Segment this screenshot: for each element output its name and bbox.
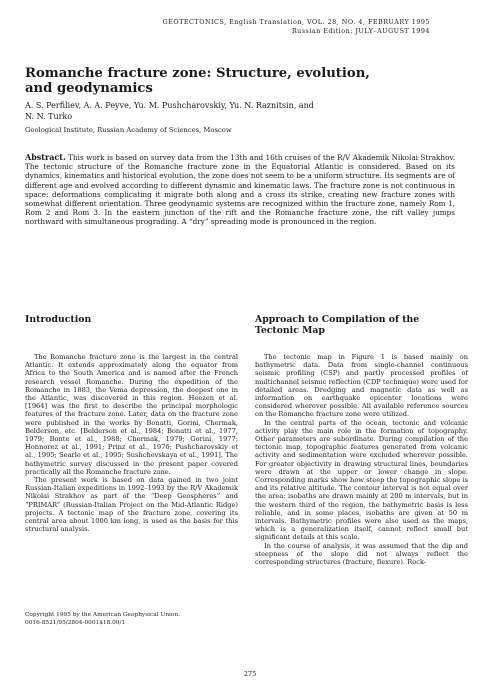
right-column (255, 353, 468, 566)
authors-line-1: A. S. Perfiliev, A. A. Peyve, Yu. M. Pushcharovskiy, Yu. N. Raznitsin, and (25, 101, 314, 110)
paper-title (25, 66, 475, 96)
title-line-2: and geodynamics (25, 81, 153, 96)
russian-edition-line: Russian Edition: JULY–AUGUST 1994 (291, 27, 430, 35)
abstract (25, 153, 455, 227)
title-line-1: Romanche fracture zone: Structure, evolution, (25, 66, 370, 81)
journal-header: GEOTECTONICS, English Translation, VOL. 28, NO. 4, FEBRUARY 1995 (162, 18, 430, 26)
affiliation: Geological Institute, Russian Academy of Sciences, Moscow (25, 126, 232, 134)
issn-line: 0016-8521/95/2804-0001$18.00/1 (25, 620, 126, 627)
section-heading-introduction: Introduction (25, 314, 92, 325)
section-heading-tectonic-map: Approach to Compilation of the Tectonic Map (255, 314, 420, 336)
abstract-text: This work is based on survey data from the 13th and 16th cruises of the R/V Akademik Nikolai Strakhov. The tectonic structure of the Romanche fracture zone in the Equatorial Atlantic is considered. Based on its dynamics, kinematics and historical evolution, the zone does not seem to be a uniform structure. Its segments are of different age and evolved according to different dynamic and kinematic laws. The fracture zone is not continuous in space: deformations complicating it migrate both along and a cross its strike, creating new fracture zones with somewhat different orientation. Three geodynamic systems are recognized within the fracture zone, namely Rom 1, Rom 2 and Rom 3. In the eastern junction of the rift and the Romanche fracture zone, the rift valley jumps northward with simultaneous prograding. A “dry” spreading mode is pronounced in the region. (25, 153, 456, 227)
authors-line-2: N. N. Turko (25, 111, 73, 121)
authors (25, 101, 455, 122)
paragraph: The tectonic map in Figure 1 is based mainly on bathymetric data. Data from single-channel continuous seismic profiling (CSP) and partly processed profiles of multichannel seismic reflection (CDP technique) were used for detailed areas. Dredging and magnetic data as well as information on earthquake epicenter locations were considered wherever possible. All available reference sources on the Romanche fracture zone were utilized. (255, 353, 468, 419)
abstract-label: Abstract. (25, 152, 66, 162)
paragraph: The present work is based on data gained in two joint Russian-Italian expeditions in 1992–1993 by the R/V Akademik Nikolai Strakhov as part of the “Deep Geospheres” and “PRIMAR” (Russian-Italian Project on the Mid-Atlantic Ridge) projects. A tectonic map of the fracture zone, covering its central area about 1000 km long, is used as the basis for this structural analysis. (25, 476, 238, 534)
paragraph: In the course of analysis, it was assumed that the dip and steepness of the slope did not always reflect the corresponding structures (fracture, flexure). Rock- (255, 541, 468, 567)
copyright-line: Copyright 1995 by the American Geophysical Union. (25, 612, 180, 618)
paragraph: The Romanche fracture zone is the largest in the central Atlantic. It extends approximately along the equator from Africa to the South America and is named after the French research vessel Romanche. During the expedition of the Romanche in 1883, the Vema depression, the deepest one in the Atlantic, was discovered in this region. Heezen et al. [1964] was the first to describe the principal morphologic features of the fracture zone. Later, data on the fracture zone were published in the works by Bonatti, Gorini, Chermak, Belderson, etc. [Belderson et al., 1984; Bonatti et al., 1977, 1979; Bonte et al., 1988; Chermak, 1979; Gorini, 1977; Honnorez et al., 1991; Prinz et al., 1976; Pushcharovskiy et al., 1995; Searle et al., 1995; Sushchevskaya et al., 1991]. The bathymetric survey discussed in the present paper covered practically all the Romanche fracture zone. (25, 353, 238, 476)
copyright-notice (25, 611, 238, 627)
paragraph: In the central parts of the ocean, tectonic and volcanic activity play the main role in the formation of topography. Other parameters are subordinate. During compilation of the tectonic map, topographic features generated from volcanic activity and sedimentation were excluded wherever possible. For greater objectivity in drawing structural lines, boundaries were drawn at the upper or lower change in slope. Corresponding marks show how steep the topographic slope is and its relative altitude. The contour interval is not equal over the area: isobaths are drawn mainly at 200 m intervals, but in the western third of the region, the bathymetric basis is less reliable, and in some places, isobaths are given at 50 m intervals. Bathymetric profiles were also used as the maps, which is a generalization itself, cannot reflect small but significant details at this scale. (255, 418, 468, 542)
page-number: 275 (243, 670, 257, 678)
left-column (25, 353, 238, 533)
